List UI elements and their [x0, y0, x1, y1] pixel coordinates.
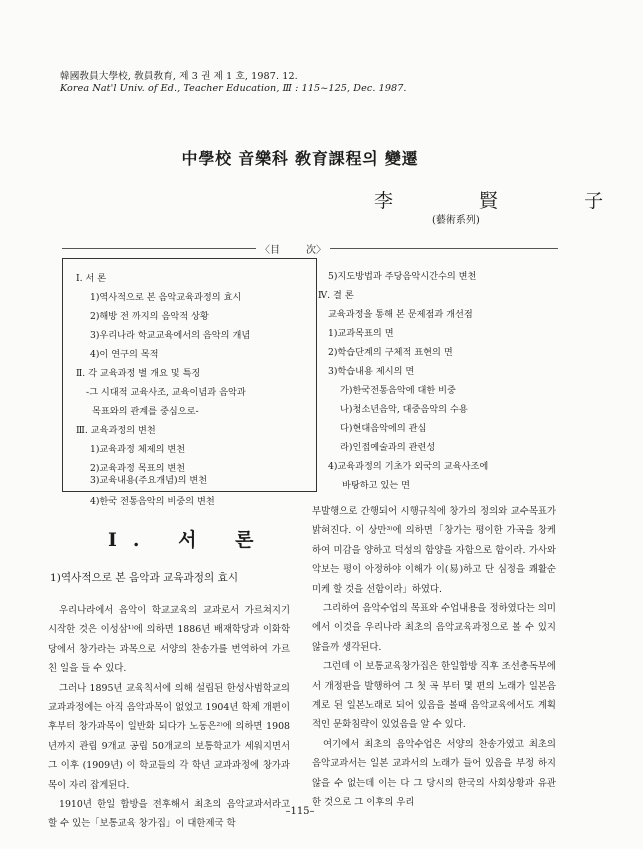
- journal-citation-english: Korea Nat'l Univ. of Ed., Teacher Education, Ⅲ : 115~125, Dec. 1987.: [60, 83, 407, 94]
- body-paragraph: 그런데 이 보통교육창가집은 한일합방 직후 조선총독부에서 개정판을 발행하여 그 첫 곡 부터 몇 편의 노래가 일본음계로 된 일본노래로 되어 있음을 볼때 음악교육에서도 계획적인 문화침략이 있었음을 알 수 있다.: [312, 661, 556, 731]
- paper-title: 中學校 音樂科 敎育課程의 變遷: [181, 149, 419, 168]
- toc-rule-right: [330, 248, 558, 249]
- author-affiliation: (藝術系列): [432, 215, 480, 226]
- toc-item: 가)한국전통음악에 대한 비중: [340, 385, 456, 396]
- toc-rule-left: [62, 248, 256, 249]
- toc-item: 4)한국 전통음악의 비중의 변천: [90, 496, 215, 507]
- toc-item: 라)인접예술과의 관련성: [340, 442, 436, 453]
- toc-item: 3)교육내용(주요개념)의 변천: [90, 475, 208, 486]
- toc-item: 나)청소년음악, 대중음악의 수용: [340, 404, 468, 415]
- toc-heading-right: 次〉: [304, 241, 328, 256]
- toc-item: Ⅱ. 각 교육과정 별 개요 및 특징: [76, 368, 201, 379]
- toc-item: 4)교육과정의 기초가 외국의 교육사조에: [328, 461, 489, 472]
- body-paragraph: 그러나 1895년 교육칙서에 의해 설립된 한성사범학교의 교과과정에는 아직 음악과목이 없었고 1904년 학제 개편이후부터 창가과목이 일반화 되다가 노동은²⁾에 의하면 1908년까지 관립 9개교 공립 50개교의 보통학교가 세워지면서 그 이후 (1909년) 이 학교들의 각 학년 교과과정에 창가과목이 자리 잡게된다.: [48, 682, 290, 791]
- toc-item: 목표와의 관계를 중심으로-: [92, 406, 199, 417]
- body-paragraph: 여기에서 최초의 음악수업은 서양의 찬송가였고 최초의 음악교과서는 일본 교과서의 노래가 들어 있음을 부정 하지 않을 수 없는데 이는 다 그 당시의 한국의 사회상황과 유관 한 것으로 그 이후의 우리: [312, 738, 556, 809]
- toc-item: 4)이 연구의 목적: [90, 349, 159, 360]
- toc-item: 바탕하고 있는 면: [342, 480, 410, 491]
- toc-item: 2)학습단계의 구체적 표현의 면: [328, 347, 453, 358]
- toc-heading-left: 〈目: [258, 241, 282, 256]
- toc-item: 3)우리나라 학교교육에서의 음악의 개념: [90, 330, 251, 341]
- toc-item: 5)지도방법과 주당음악시간수의 변천: [328, 271, 477, 282]
- toc-item: Ⅰ. 서 론: [76, 273, 107, 284]
- toc-item: -그 시대적 교육사조, 교육이념과 음악과: [86, 387, 246, 398]
- toc-item: 1)역사적으로 본 음악교육과정의 효시: [90, 292, 242, 303]
- page-number: –115–: [285, 806, 315, 817]
- toc-item: Ⅳ. 결 론: [318, 290, 354, 301]
- body-column-left: [48, 601, 290, 834]
- toc-item: 다)현대음악에의 관심: [340, 423, 427, 434]
- body-paragraph: 그리하여 음악수업의 목표와 수업내용을 정하였다는 의미에서 이것을 우리나라 최초의 음악교육과정으로 볼 수 있지 않을까 생각된다.: [312, 603, 556, 653]
- toc-item: 교육과정을 통해 본 문제점과 개선점: [328, 309, 473, 320]
- toc-item: 2)교육과정 목표의 변천: [90, 463, 186, 474]
- body-paragraph: 부발행으로 간행되어 시행규칙에 창가의 정의와 교수목표가 밝혀진다. 이 상만³⁾에 의하면「창가는 평이한 가곡을 창케 하여 미감을 양하고 덕성의 함양을 자함으로 함이라. 가사와 악보는 평이 아정하야 이해가 이(易)하고 단 심정을 쾌활순미케 할 것을 선함이라」하였다.: [312, 506, 556, 595]
- subsection-title: 1)역사적으로 본 음악과 교육과정의 효시: [50, 572, 239, 584]
- body-column-right: [312, 502, 556, 813]
- toc-item: 3)학습내용 제시의 면: [328, 366, 415, 377]
- toc-item: 1)교과목표의 면: [328, 328, 394, 339]
- toc-item: 2)해방 전 까지의 음악적 상황: [90, 311, 209, 322]
- body-paragraph: 1910년 한일 합방을 전후해서 최초의 음악교과서라고 할 수 있는「보통교육 창가집」이 대한제국 학: [48, 799, 290, 830]
- author-name: 李 賢 子: [374, 190, 643, 212]
- journal-citation-korean: 韓國敎員大學校, 敎員敎育, 제 3 권 제 1 호, 1987. 12.: [60, 71, 298, 82]
- body-paragraph: 우리나라에서 음악이 학교교육의 교과로서 가르쳐지기 시작한 것은 이성삼¹⁾에 의하면 1886년 배재학당과 이화학당에서 창가라는 과목으로 서양의 찬송가를 번역하여 가르친 일을 들 수 있다.: [48, 605, 290, 675]
- toc-item: 1)교육과정 체제의 변천: [90, 444, 186, 455]
- section-title: Ⅰ. 서 론: [108, 529, 270, 551]
- toc-item: Ⅲ. 교육과정의 변천: [76, 425, 156, 436]
